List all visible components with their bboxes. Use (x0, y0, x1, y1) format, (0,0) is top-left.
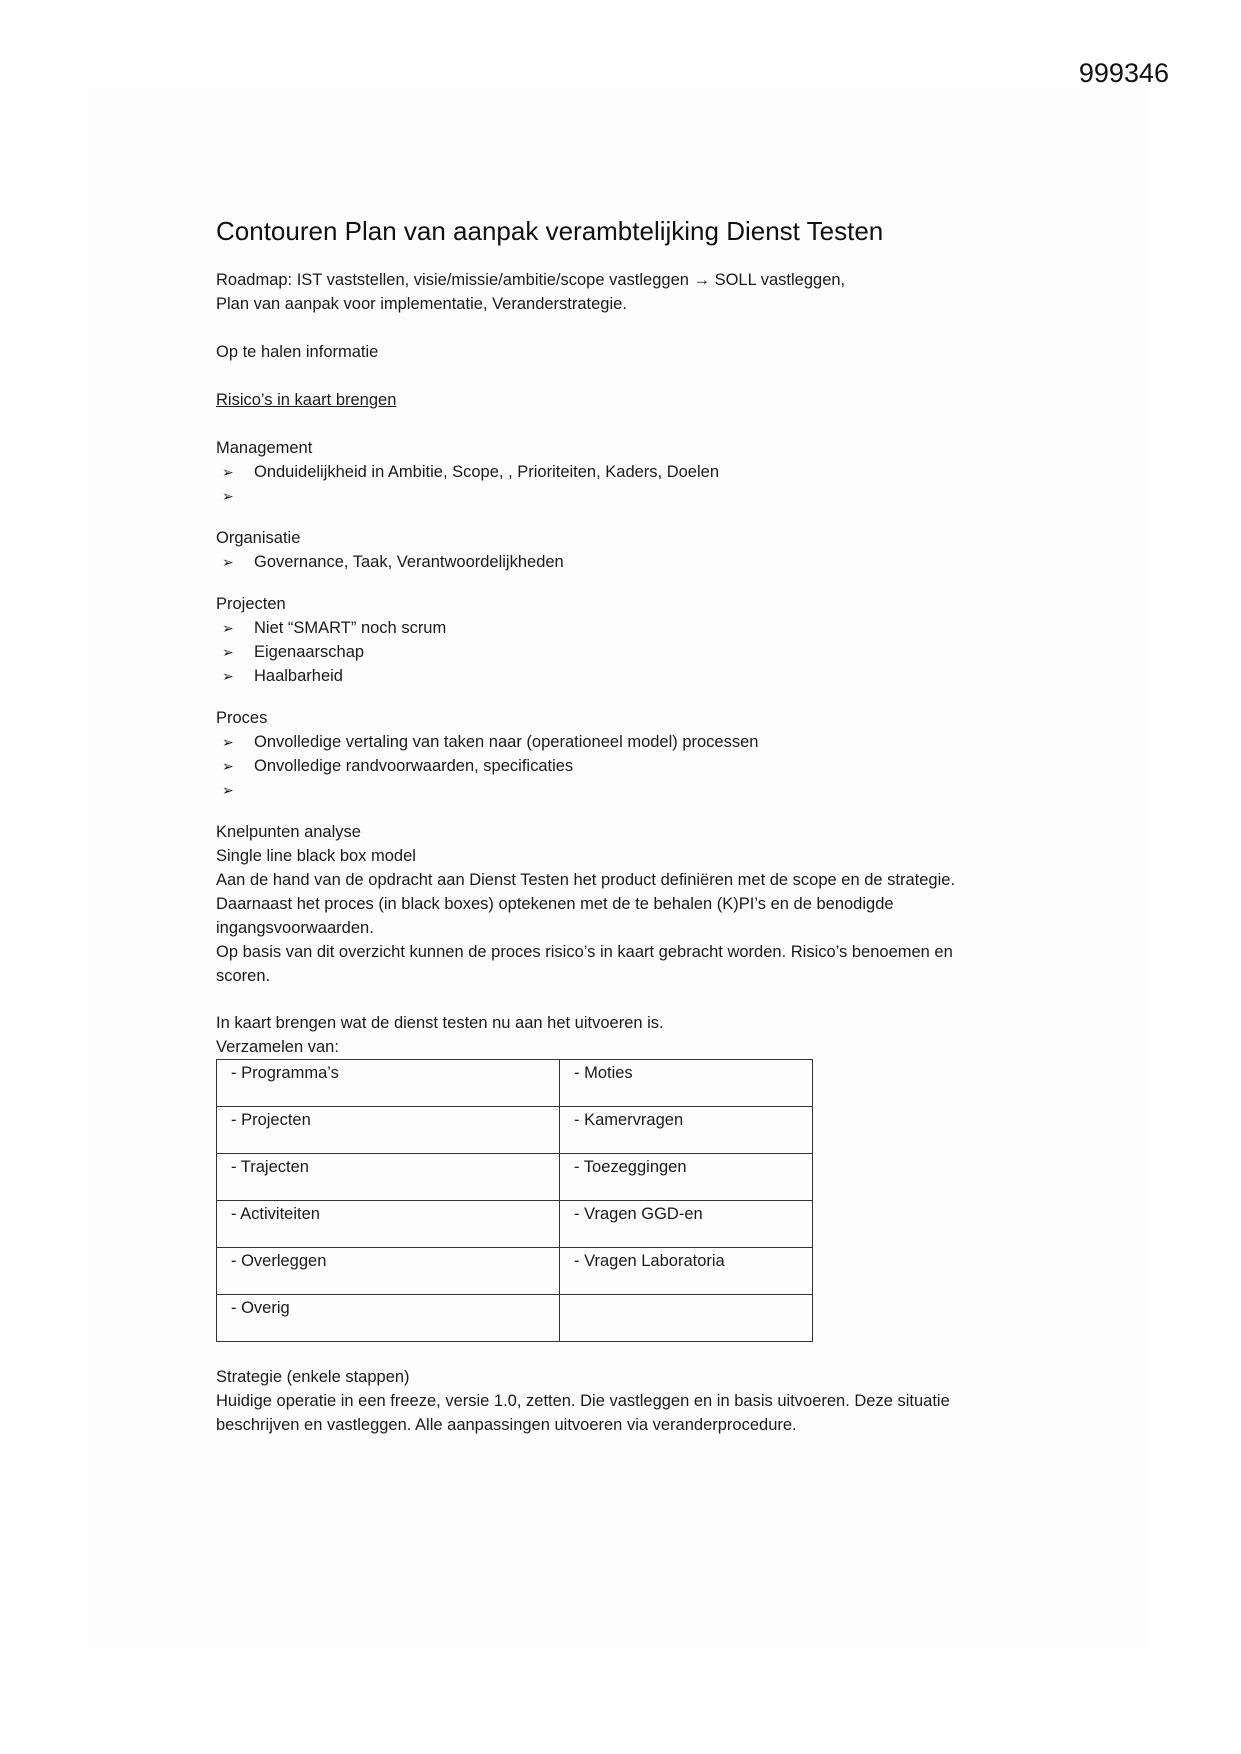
table-cell: - Vragen Laboratoria (560, 1248, 813, 1295)
knelpunten-line: Daarnaast het proces (in black boxes) optekenen met de te behalen (K)PI’s en de benodigde (216, 895, 894, 913)
table-cell: - Kamervragen (560, 1107, 813, 1154)
list-item (216, 778, 1096, 802)
management-list (216, 460, 1096, 508)
roadmap-line-1: Roadmap: IST vaststellen, visie/missie/ambitie/scope vastleggen → SOLL vastleggen, (216, 271, 846, 289)
knelpunten-line: Aan de hand van de opdracht aan Dienst Testen het product definiëren met de scope en de strategie. (216, 871, 956, 889)
inventory-label: Verzamelen van: (216, 1038, 339, 1056)
arrow-bullet-icon: ➢ (222, 782, 234, 798)
strategie-line: Huidige operatie in een freeze, versie 1.0, zetten. Die vastleggen en in basis uitvoeren. Deze situatie (216, 1392, 950, 1410)
knelpunten-line: Single line black box model (216, 847, 416, 865)
table-cell: - Programma’s (217, 1060, 560, 1107)
arrow-bullet-icon: ➢ (222, 734, 234, 750)
document-body (216, 214, 1096, 1437)
management-heading: Management (216, 439, 313, 457)
table-row (217, 1060, 813, 1107)
table-cell: - Trajecten (217, 1154, 560, 1201)
list-item: ➢ Governance, Taak, Verantwoordelijkheden (216, 550, 1096, 574)
table-cell: - Overleggen (217, 1248, 560, 1295)
list-item: ➢ Niet “SMART” noch scrum (216, 616, 1096, 640)
info-heading: Op te halen informatie (216, 343, 379, 361)
list-item: ➢ Onduidelijkheid in Ambitie, Scope, , Prioriteiten, Kaders, Doelen (216, 460, 1096, 484)
projecten-heading: Projecten (216, 595, 286, 613)
strategie-heading: Strategie (enkele stappen) (216, 1368, 410, 1386)
list-item: ➢ Onvolledige vertaling van taken naar (operationeel model) processen (216, 730, 1096, 754)
table-cell: - Moties (560, 1060, 813, 1107)
knelpunten-line: scoren. (216, 967, 271, 985)
arrow-bullet-icon: ➢ (222, 554, 234, 570)
list-item: ➢ Eigenaarschap (216, 640, 1096, 664)
table-cell: - Toezeggingen (560, 1154, 813, 1201)
document-title: Contouren Plan van aanpak verambtelijking Dienst Testen (216, 216, 884, 246)
organisatie-heading: Organisatie (216, 529, 301, 547)
proces-heading: Proces (216, 709, 268, 727)
table-cell: - Vragen GGD-en (560, 1201, 813, 1248)
table-row (217, 1295, 813, 1342)
arrow-bullet-icon: ➢ (222, 488, 234, 504)
arrow-bullet-icon: ➢ (222, 464, 234, 480)
organisatie-list (216, 550, 1096, 574)
table-row (217, 1154, 813, 1201)
list-item: ➢ Haalbarheid (216, 664, 1096, 688)
table-cell: - Activiteiten (217, 1201, 560, 1248)
table-cell: - Overig (217, 1295, 560, 1342)
arrow-bullet-icon: ➢ (222, 644, 234, 660)
knelpunten-line: ingangsvoorwaarden. (216, 919, 374, 937)
list-item: ➢ Onvolledige randvoorwaarden, specificaties (216, 754, 1096, 778)
roadmap-line-2: Plan van aanpak voor implementatie, Veranderstrategie. (216, 295, 627, 313)
arrow-bullet-icon: ➢ (222, 620, 234, 636)
arrow-bullet-icon: ➢ (222, 668, 234, 684)
projecten-list (216, 616, 1096, 688)
knelpunten-line: Op basis van dit overzicht kunnen de proces risico’s in kaart gebracht worden. Risico’s benoemen en (216, 943, 953, 961)
table-cell: - Projecten (217, 1107, 560, 1154)
strategie-line: beschrijven en vastleggen. Alle aanpassingen uitvoeren via veranderprocedure. (216, 1416, 797, 1434)
risks-heading: Risico’s in kaart brengen (216, 391, 397, 409)
table-cell (560, 1295, 813, 1342)
list-item (216, 484, 1096, 508)
table-row (217, 1201, 813, 1248)
table-row (217, 1107, 813, 1154)
arrow-bullet-icon: ➢ (222, 758, 234, 774)
document-id: 999346 (1078, 58, 1169, 88)
table-row (217, 1248, 813, 1295)
knelpunten-heading: Knelpunten analyse (216, 823, 361, 841)
proces-list (216, 730, 1096, 802)
inventory-table (216, 1059, 813, 1342)
inventory-intro: In kaart brengen wat de dienst testen nu aan het uitvoeren is. (216, 1014, 664, 1032)
